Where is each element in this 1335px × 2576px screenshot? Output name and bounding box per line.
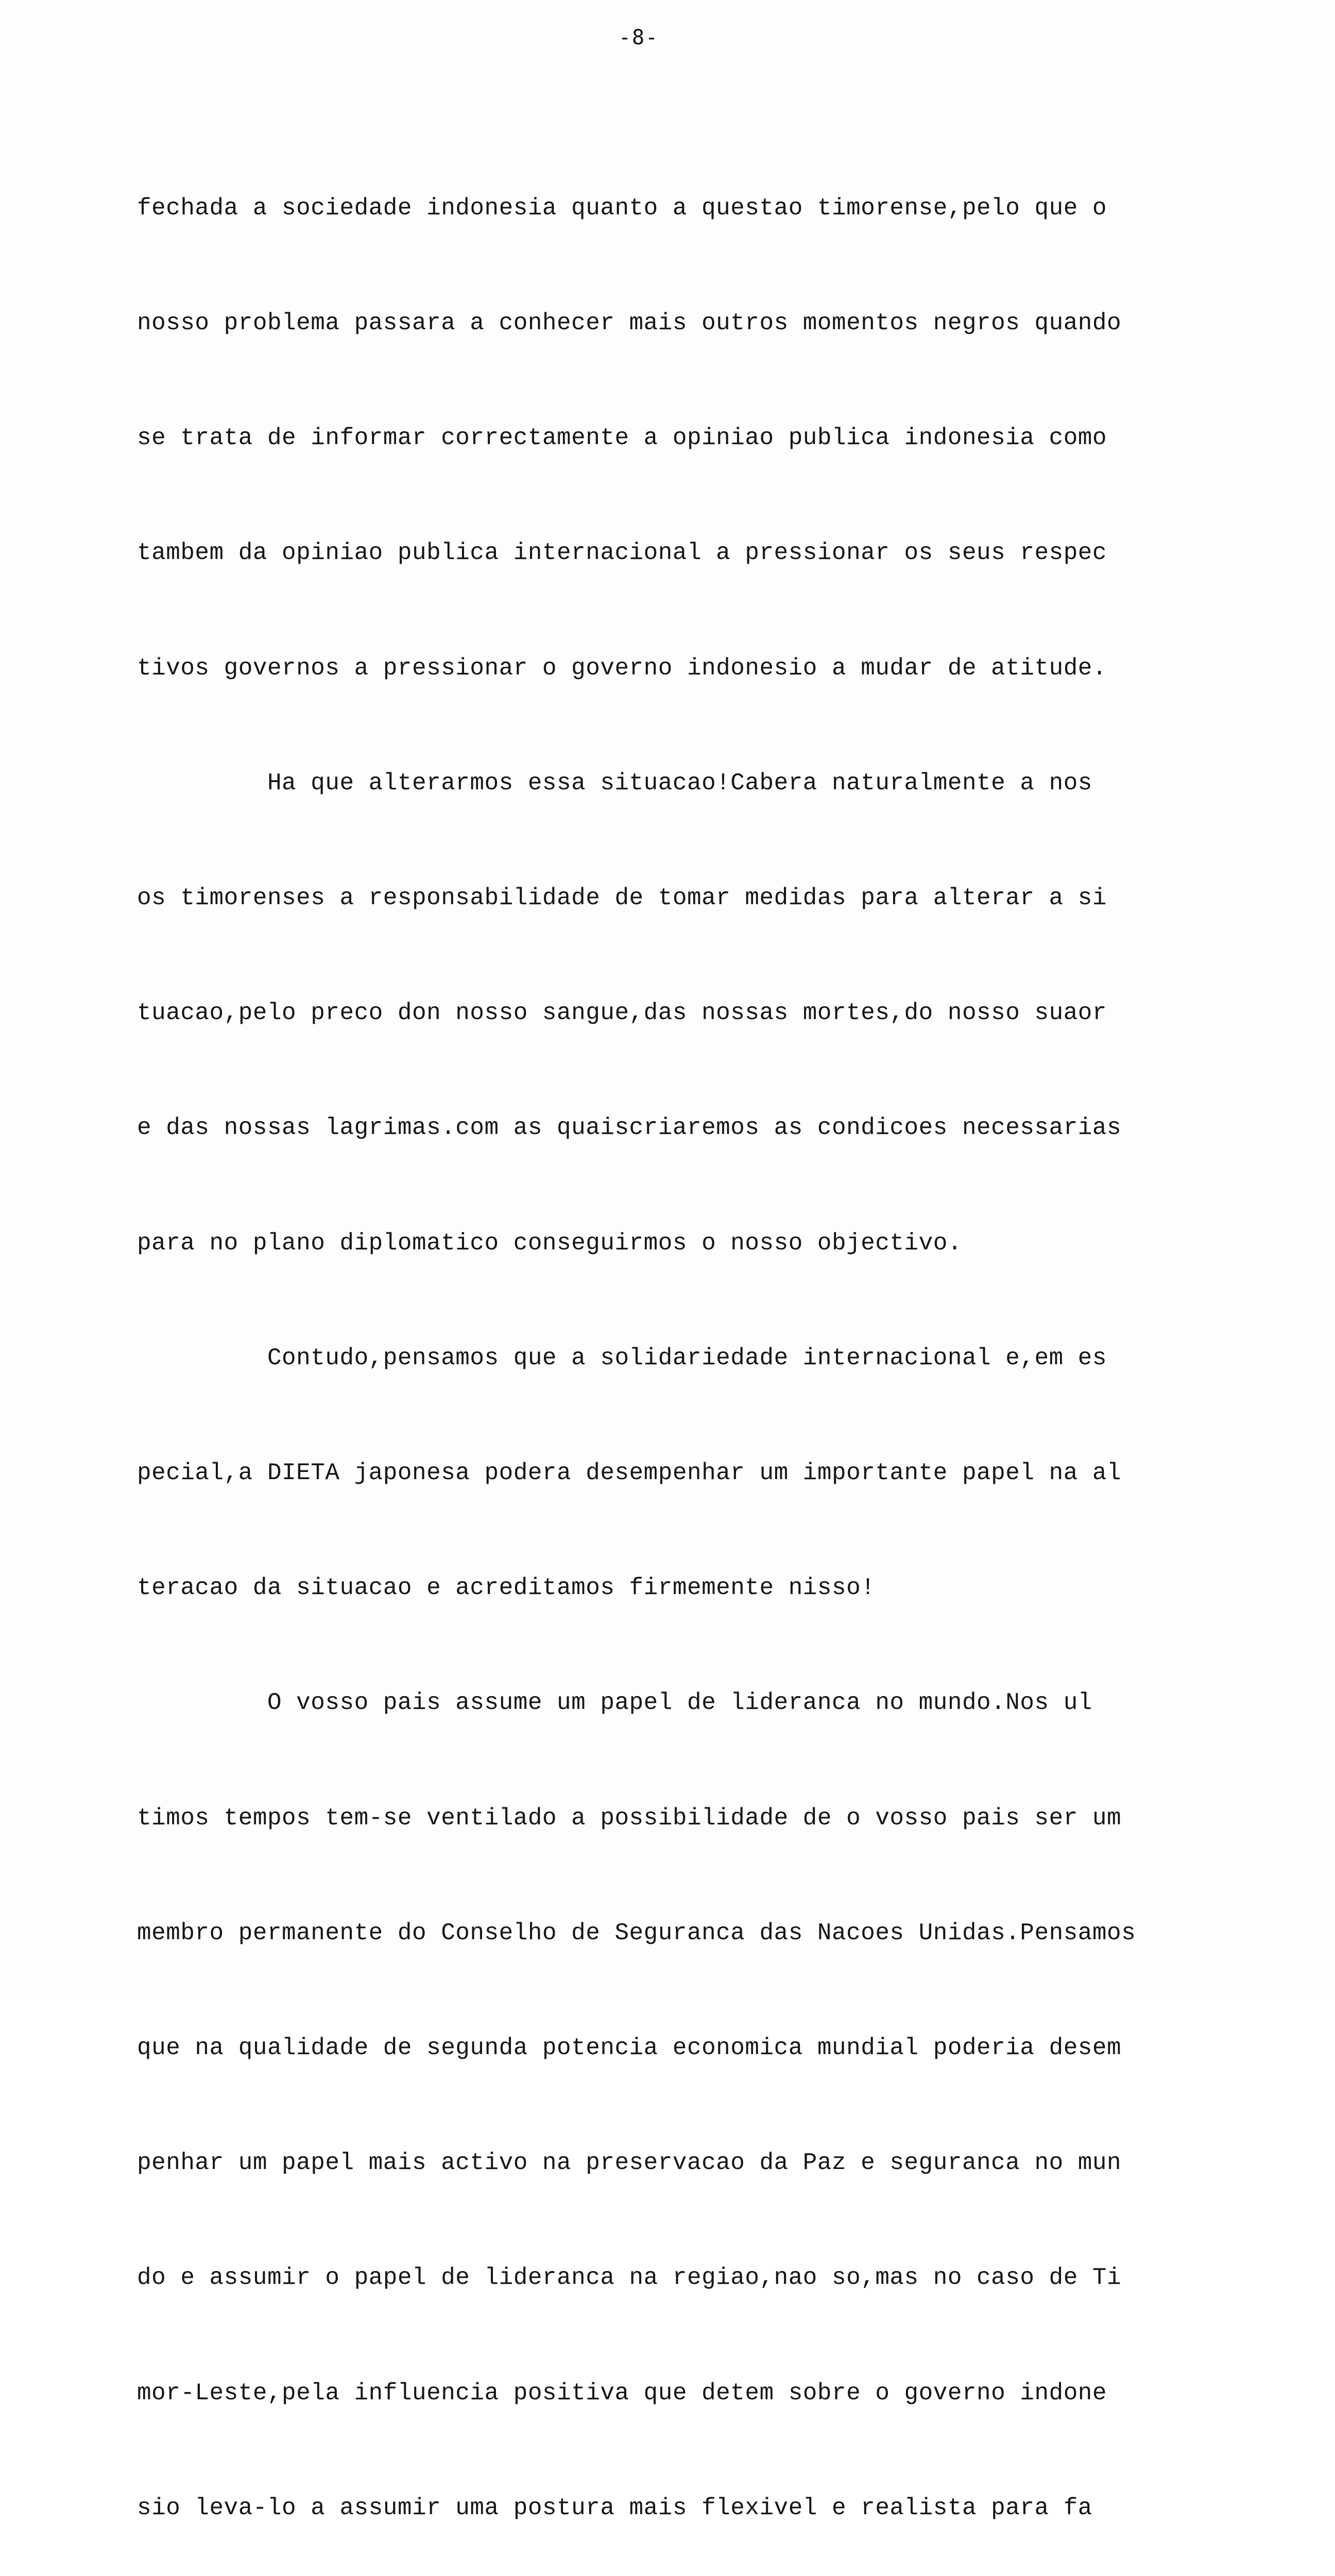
text-line: timos tempos tem-se ventilado a possibilidade de o vosso pais ser um xyxy=(137,1804,1122,1832)
text-line: penhar um papel mais activo na preservacao da Paz e seguranca no mun xyxy=(137,2149,1122,2177)
text-line: tambem da opiniao publica internacional a pressionar os seus respec xyxy=(137,539,1107,567)
text-line: para no plano diplomatico conseguirmos o nosso objectivo. xyxy=(137,1229,962,1257)
text-line: tivos governos a pressionar o governo indonesio a mudar de atitude. xyxy=(137,654,1107,682)
text-line: teracao da situacao e acreditamos firmemente nisso! xyxy=(137,1574,876,1602)
body-text xyxy=(137,112,1255,2576)
text-line: pecial,a DIETA japonesa podera desempenhar um importante papel na al xyxy=(137,1460,1122,1487)
text-line: do e assumir o papel de lideranca na regiao,nao so,mas no caso de Ti xyxy=(137,2264,1122,2292)
text-line: nosso problema passara a conhecer mais outros momentos negros quando xyxy=(137,310,1122,337)
text-line: mor-Leste,pela influencia positiva que detem sobre o governo indone xyxy=(137,2379,1107,2406)
text-line: os timorenses a responsabilidade de tomar medidas para alterar a si xyxy=(137,885,1107,912)
text-line: se trata de informar correctamente a opiniao publica indonesia como xyxy=(137,425,1107,452)
text-line: sio leva-lo a assumir uma postura mais flexivel e realista para fa xyxy=(137,2494,1092,2521)
page-number: -8- xyxy=(618,26,659,49)
text-line: Ha que alterarmos essa situacao!Cabera naturalmente a nos xyxy=(137,769,1092,796)
text-line: tuacao,pelo preco don nosso sangue,das nossas mortes,do nosso suaor xyxy=(137,999,1107,1027)
text-line: O vosso pais assume um papel de lideranca no mundo.Nos ul xyxy=(137,1689,1092,1717)
text-line: membro permanente do Conselho de Seguranca das Nacoes Unidas.Pensamos xyxy=(137,1919,1136,1946)
text-line: e das nossas lagrimas.com as quaiscriaremos as condicoes necessarias xyxy=(137,1114,1122,1142)
text-line: Contudo,pensamos que a solidariedade internacional e,em es xyxy=(137,1344,1107,1371)
text-line: fechada a sociedade indonesia quanto a questao timorense,pelo que o xyxy=(137,194,1107,222)
text-line: que na qualidade de segunda potencia economica mundial poderia desem xyxy=(137,2035,1122,2062)
